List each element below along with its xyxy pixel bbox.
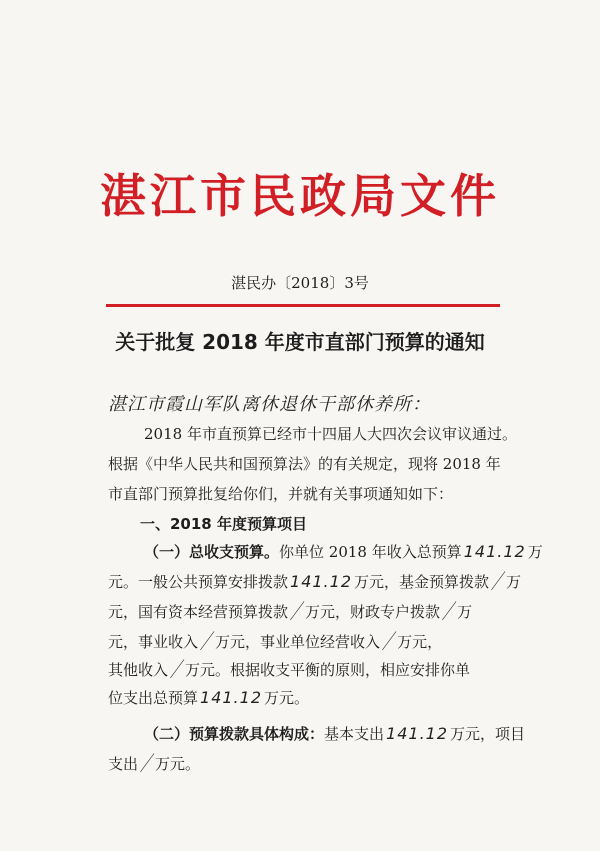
para1-line3: 市直部门预算批复给你们，并就有关事项通知如下：	[108, 485, 454, 503]
document-number: 湛民办〔2018〕3号	[231, 274, 369, 292]
para1-line1: 2018 年市直预算已经市十四届人大四次会议审议通过。	[144, 425, 517, 443]
sub1-line1-unit: 万	[527, 543, 543, 561]
total-income-handwritten: 141.12	[463, 542, 526, 561]
other-income-mark: ／	[165, 658, 188, 681]
section1-heading: 一、2018 年度预算项目	[140, 515, 307, 533]
sub1-line3	[108, 602, 528, 622]
para1-line2: 根据《中华人民共和国预算法》的有关规定，现将 2018 年	[108, 455, 501, 473]
general-budget-handwritten: 141.12	[290, 572, 352, 591]
project-expense-mark: ／	[135, 752, 158, 775]
sub1-line6-a: 位支出总预算	[108, 689, 199, 707]
sub1-label: （一）总收支预算。	[144, 543, 280, 561]
sub1-line3-b: 万元，财政专户拨款	[305, 603, 441, 621]
sub1-line4	[108, 632, 528, 652]
sub2-line1	[144, 724, 564, 744]
sub1-line2-b: 万元，基金预算拨款	[354, 573, 490, 591]
sub2-line1-b: 万元，项目	[450, 725, 526, 743]
sub1-line1	[144, 542, 564, 562]
sub1-line6-b: 万元。	[264, 689, 310, 707]
sub1-line3-c: 万	[457, 603, 473, 621]
sub1-line6	[108, 688, 528, 708]
state-capital-mark: ／	[285, 600, 308, 623]
sub2-label: （二）预算拨款具体构成：	[144, 725, 325, 743]
sub2-line2	[108, 754, 528, 774]
sub1-line5-a: 其他收入	[108, 661, 169, 679]
sub2-line2-b: 万元。	[155, 755, 201, 773]
basic-expense-handwritten: 141.12	[386, 724, 449, 743]
sub1-line4-b: 万元，事业单位经营收入	[215, 633, 381, 651]
total-expense-handwritten: 141.12	[200, 688, 262, 707]
document-header-title: 湛江市民政局文件	[100, 169, 500, 223]
special-account-mark: ／	[437, 600, 460, 623]
red-divider-rule	[106, 304, 500, 307]
operating-income-mark: ／	[377, 630, 400, 653]
recipient-handwritten: 湛江市霞山军队离休退休干部休养所：	[108, 394, 431, 415]
business-income-mark: ／	[195, 630, 218, 653]
sub1-line1-text: 你单位 2018 年收入总预算	[279, 543, 462, 561]
sub1-line2-a: 元。一般公共预算安排拨款	[108, 573, 289, 591]
sub1-line4-a: 元，事业收入	[108, 633, 199, 651]
sub1-line2	[108, 572, 528, 592]
sub1-line2-c: 万	[506, 573, 522, 591]
sub2-line2-a: 支出	[108, 755, 139, 773]
notice-title: 关于批复 2018 年度市直部门预算的通知	[115, 330, 485, 354]
sub2-line1-text: 基本支出	[324, 725, 385, 743]
sub1-line3-a: 元，国有资本经营预算拨款	[108, 603, 289, 621]
sub1-line4-c: 万元，	[397, 633, 443, 651]
fund-budget-mark: ／	[486, 570, 509, 593]
sub1-line5-b: 万元。根据收支平衡的原则，相应安排你单	[185, 661, 471, 679]
sub1-line5	[108, 660, 528, 680]
